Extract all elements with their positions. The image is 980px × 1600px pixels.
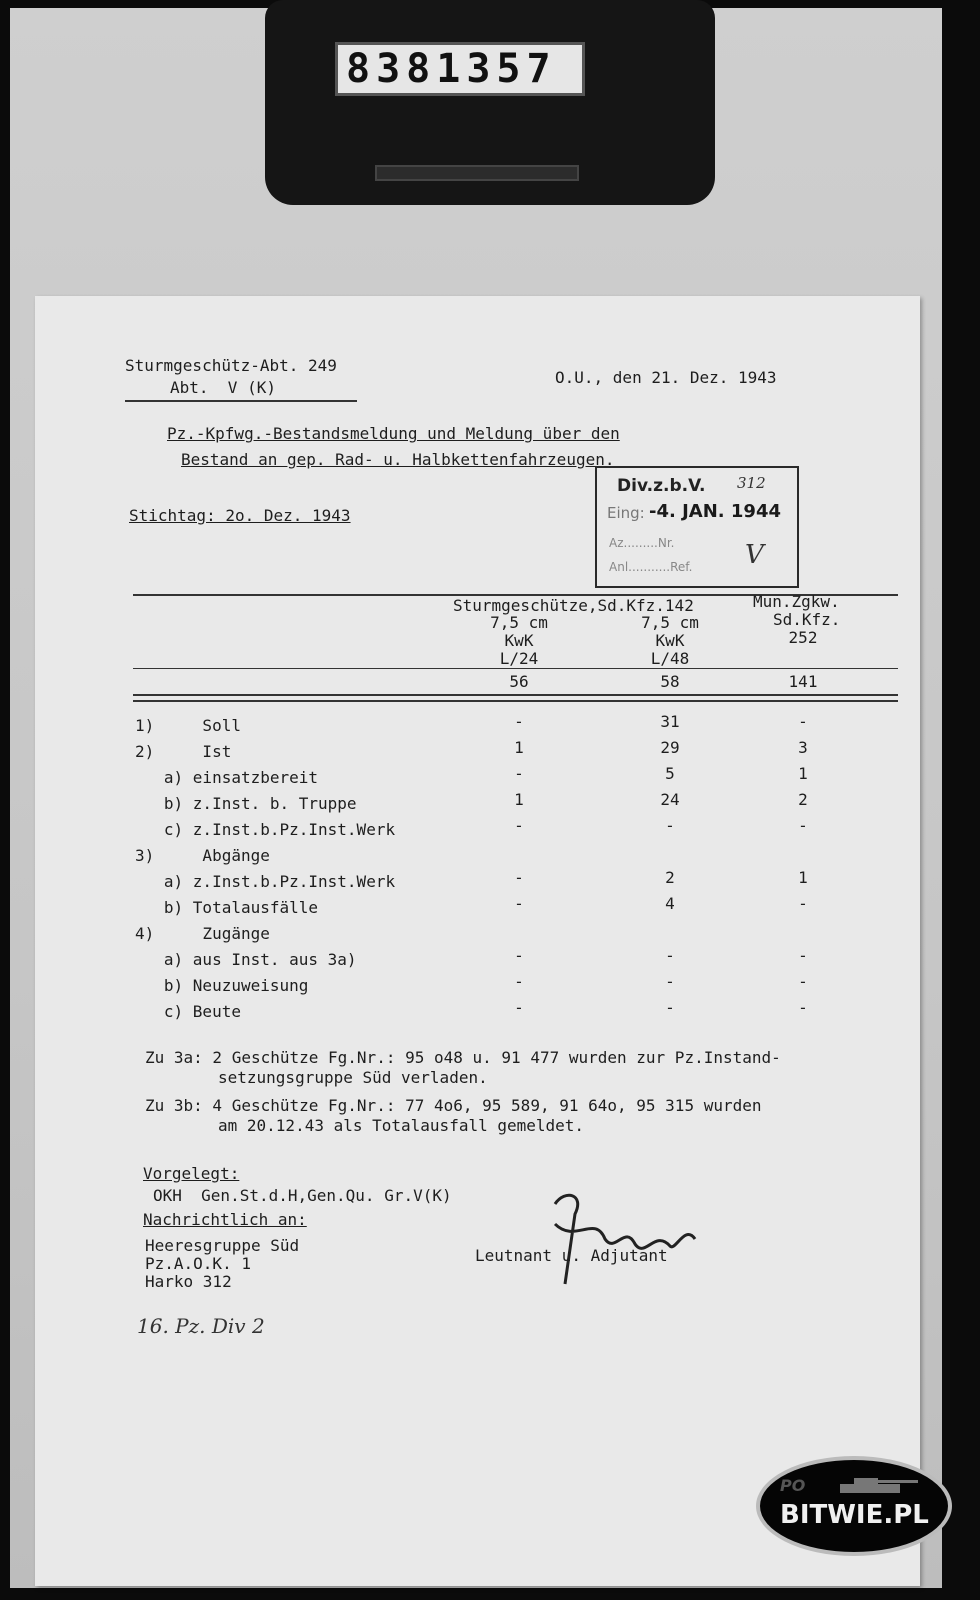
col2-l1: 7,5 cm — [641, 613, 699, 632]
table-cell: - — [798, 712, 808, 731]
table-cell: - — [798, 816, 808, 835]
subject-line-2: Bestand an gep. Rad- u. Halbkettenfahrzeugen. — [181, 450, 615, 469]
table-row-label: c) z.Inst.b.Pz.Inst.Werk — [135, 820, 396, 839]
col3-l2: 252 — [788, 628, 818, 647]
handwritten-note: 16. Pz. Div 2 — [137, 1314, 265, 1338]
signature-icon — [525, 1184, 705, 1294]
table-cell: 1 — [514, 738, 524, 757]
table-row-label: a) z.Inst.b.Pz.Inst.Werk — [135, 872, 396, 891]
stichtag: Stichtag: 2o. Dez. 1943 — [129, 506, 351, 525]
stamp-handnote: 312 — [737, 474, 766, 492]
stamp-eing-date: -4. JAN. 1944 — [649, 501, 781, 522]
dist-2: Pz.A.O.K. 1 — [145, 1254, 251, 1273]
watermark-logo — [756, 1456, 952, 1556]
watermark-name: BITWIE.PL — [780, 1500, 929, 1530]
table-cell: 3 — [798, 738, 808, 757]
frame-number: 8381357 — [335, 42, 585, 96]
document-sheet — [35, 296, 920, 1586]
watermark-po: PO — [780, 1476, 806, 1495]
table-cell: 1 — [514, 790, 524, 809]
nachrichtlich: Nachrichtlich an: — [143, 1210, 307, 1229]
col3-total: 141 — [788, 672, 818, 691]
table-cell: 24 — [660, 790, 680, 809]
table-cell: - — [665, 998, 675, 1017]
col-group-label: Sturmgeschütze,Sd.Kfz.142 — [453, 596, 694, 615]
col3-l0: Mun.Zgkw. — [753, 592, 840, 611]
subject-line-1: Pz.-Kpfwg.-Bestandsmeldung und Meldung über den — [167, 424, 620, 443]
table-cell: - — [514, 712, 524, 731]
table-cell: - — [514, 946, 524, 965]
table-cell: - — [665, 972, 675, 991]
table-cell: - — [514, 972, 524, 991]
totals-rule-2 — [133, 700, 898, 702]
stamp-eing-label: Eing: — [607, 504, 645, 522]
table-row-label: b) Neuzuweisung — [135, 976, 309, 995]
table-cell: - — [798, 946, 808, 965]
stamp-anl: Anl...........Ref. — [609, 560, 693, 574]
unit-name: Sturmgeschütz-Abt. 249 — [125, 356, 337, 375]
table-row-label: a) aus Inst. aus 3a) — [135, 950, 357, 969]
table-cell: - — [798, 894, 808, 913]
signature-title: Leutnant u. Adjutant — [475, 1246, 668, 1265]
table-cell: - — [665, 816, 675, 835]
table-row-label: c) Beute — [135, 1002, 241, 1021]
note-3b-line-2: am 20.12.43 als Totalausfall gemeldet. — [218, 1116, 585, 1135]
table-row-label: 3) Abgänge — [135, 846, 270, 865]
frame-counter — [265, 0, 715, 205]
col2-l3: L/48 — [650, 649, 690, 668]
tank-icon — [830, 1474, 920, 1496]
table-cell: 29 — [660, 738, 680, 757]
table-cell: 5 — [665, 764, 675, 783]
totals-rule-1 — [133, 694, 898, 696]
table-row-label: b) z.Inst. b. Truppe — [135, 794, 357, 813]
table-row-label: b) Totalausfälle — [135, 898, 319, 917]
place-date: O.U., den 21. Dez. 1943 — [555, 368, 777, 387]
dist-1: Heeresgruppe Süd — [145, 1236, 300, 1255]
vorgelegt: Vorgelegt: — [143, 1164, 240, 1183]
table-cell: 1 — [798, 868, 808, 887]
table-cell: - — [514, 816, 524, 835]
counter-slot — [375, 165, 579, 181]
col2-total: 58 — [660, 672, 680, 691]
table-cell: 4 — [665, 894, 675, 913]
unit-underline — [125, 400, 357, 402]
stamp-title: Div.z.b.V. — [617, 476, 706, 496]
table-cell: - — [798, 998, 808, 1017]
col1-l3: L/24 — [499, 649, 539, 668]
table-row-label: 1) Soll — [135, 716, 241, 735]
table-cell: - — [798, 972, 808, 991]
table-cell: 2 — [665, 868, 675, 887]
col1-l2: KwK — [504, 631, 534, 650]
table-cell: - — [665, 946, 675, 965]
table-cell: 31 — [660, 712, 680, 731]
note-3b-line-1: Zu 3b: 4 Geschütze Fg.Nr.: 77 4o6, 95 589, 91 64o, 95 315 wurden — [145, 1096, 762, 1115]
unit-sub: Abt. V (K) — [170, 378, 276, 397]
dist-3: Harko 312 — [145, 1272, 232, 1291]
table-row-label: 2) Ist — [135, 742, 232, 761]
table-row-label: a) einsatzbereit — [135, 768, 319, 787]
stamp-az: Az.........Nr. — [609, 536, 675, 550]
table-cell: 1 — [798, 764, 808, 783]
receipt-stamp — [595, 466, 799, 588]
table-row-label: 4) Zugänge — [135, 924, 270, 943]
table-cell: - — [514, 894, 524, 913]
stamp-mark: V — [745, 540, 764, 570]
note-3a-line-2: setzungsgruppe Süd verladen. — [218, 1068, 488, 1087]
note-3a-line-1: Zu 3a: 2 Geschütze Fg.Nr.: 95 o48 u. 91 477 wurden zur Pz.Instand- — [145, 1048, 781, 1067]
col3-l1: Sd.Kfz. — [773, 610, 841, 629]
table-cell: - — [514, 998, 524, 1017]
okh-line: OKH Gen.St.d.H,Gen.Qu. Gr.V(K) — [153, 1186, 452, 1205]
header-rule — [133, 668, 898, 669]
table-cell: - — [514, 868, 524, 887]
col2-l2: KwK — [655, 631, 685, 650]
table-cell: - — [514, 764, 524, 783]
col1-total: 56 — [509, 672, 529, 691]
col1-l1: 7,5 cm — [490, 613, 548, 632]
table-cell: 2 — [798, 790, 808, 809]
